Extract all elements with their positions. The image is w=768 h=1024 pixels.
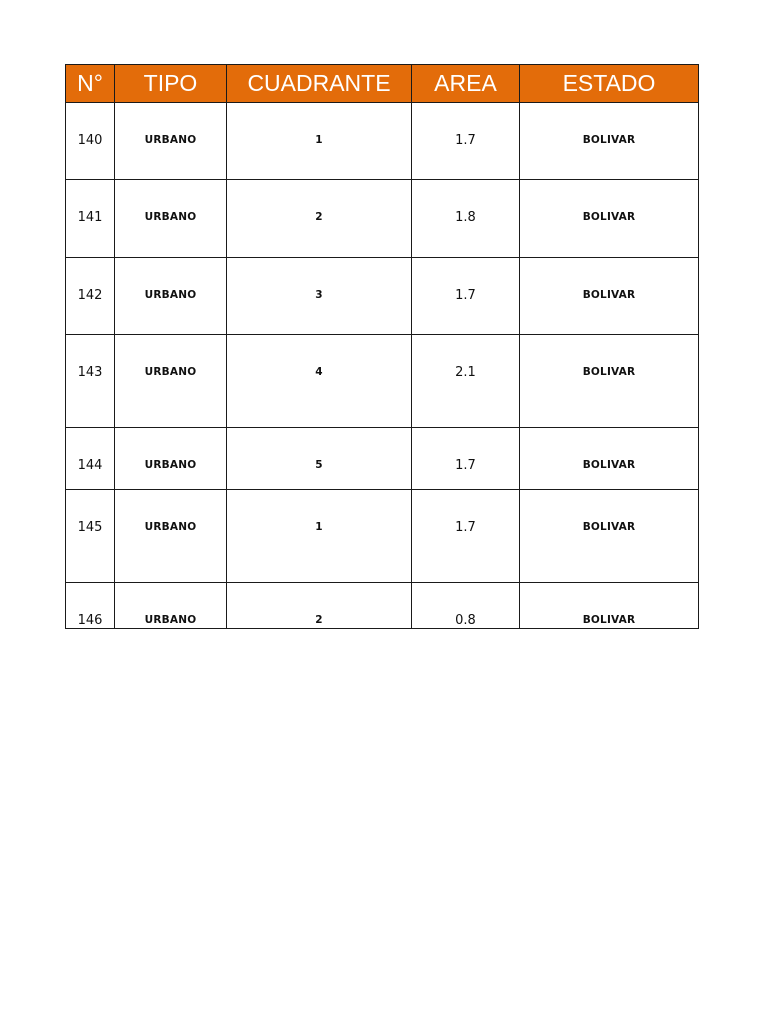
cell-numero — [66, 490, 115, 583]
table-row — [66, 258, 699, 335]
cell-numero — [66, 335, 115, 428]
cell-area-text: 1.7 — [455, 133, 476, 148]
cell-cuadrante — [227, 428, 412, 490]
table-row — [66, 180, 699, 258]
cell-tipo — [115, 180, 227, 258]
cell-area — [412, 490, 520, 583]
cell-area-text: 2.1 — [455, 365, 476, 380]
column-header-area: AREA — [412, 65, 520, 103]
cell-estado-text: BOLIVAR — [582, 614, 636, 626]
cell-cuadrante — [227, 583, 412, 629]
cell-numero — [66, 103, 115, 180]
cell-cuadrante-text: 1 — [315, 521, 323, 533]
cell-tipo — [115, 583, 227, 629]
cell-area — [412, 583, 520, 629]
cell-cuadrante-text: 2 — [315, 211, 323, 223]
cell-area-text: 1.7 — [455, 520, 476, 535]
header-row — [66, 65, 699, 103]
cell-tipo-text: URBANO — [144, 521, 197, 533]
table-row — [66, 335, 699, 428]
cell-numero — [66, 428, 115, 490]
cell-area-text: 1.7 — [455, 458, 476, 473]
cell-estado — [520, 428, 699, 490]
cell-area — [412, 428, 520, 490]
table-row — [66, 490, 699, 583]
cell-area — [412, 258, 520, 335]
cell-numero-text: 145 — [77, 520, 103, 535]
cell-numero — [66, 258, 115, 335]
cell-numero-text: 143 — [77, 365, 103, 380]
cell-estado — [520, 583, 699, 629]
cell-tipo — [115, 103, 227, 180]
cell-tipo-text: URBANO — [144, 289, 197, 301]
cell-estado — [520, 335, 699, 428]
cell-cuadrante — [227, 335, 412, 428]
cell-tipo-text: URBANO — [144, 459, 197, 471]
cell-estado-text: BOLIVAR — [582, 459, 636, 471]
column-header-numero: N° — [66, 65, 115, 103]
cell-estado-text: BOLIVAR — [582, 366, 636, 378]
data-table — [65, 64, 699, 629]
cell-tipo — [115, 428, 227, 490]
table-row — [66, 583, 699, 629]
column-header-tipo: TIPO — [115, 65, 227, 103]
cell-cuadrante — [227, 490, 412, 583]
cell-area — [412, 335, 520, 428]
cell-estado-text: BOLIVAR — [582, 521, 636, 533]
cell-estado-text: BOLIVAR — [582, 211, 636, 223]
cell-estado — [520, 103, 699, 180]
cell-estado — [520, 258, 699, 335]
cell-cuadrante-text: 5 — [315, 459, 323, 471]
cell-tipo — [115, 335, 227, 428]
cell-area-text: 1.7 — [455, 288, 476, 303]
cell-numero-text: 142 — [77, 288, 103, 303]
table-row — [66, 103, 699, 180]
cell-cuadrante — [227, 103, 412, 180]
cell-cuadrante — [227, 180, 412, 258]
cell-numero-text: 144 — [77, 458, 103, 473]
cell-cuadrante-text: 1 — [315, 134, 323, 146]
cell-numero-text: 140 — [77, 133, 103, 148]
cell-area-text: 0.8 — [455, 613, 476, 628]
cell-tipo-text: URBANO — [144, 366, 197, 378]
cell-estado-text: BOLIVAR — [582, 134, 636, 146]
table-row — [66, 428, 699, 490]
cell-cuadrante — [227, 258, 412, 335]
cell-estado-text: BOLIVAR — [582, 289, 636, 301]
column-header-cuadrante: CUADRANTE — [227, 65, 412, 103]
cell-estado — [520, 180, 699, 258]
cell-area — [412, 103, 520, 180]
cell-estado — [520, 490, 699, 583]
column-header-estado: ESTADO — [520, 65, 699, 103]
cell-numero-text: 141 — [77, 210, 103, 225]
cell-numero-text: 146 — [77, 613, 103, 628]
cell-tipo — [115, 490, 227, 583]
cell-cuadrante-text: 4 — [315, 366, 323, 378]
cell-tipo-text: URBANO — [144, 211, 197, 223]
cell-area — [412, 180, 520, 258]
cell-area-text: 1.8 — [455, 210, 476, 225]
cell-numero — [66, 583, 115, 629]
cell-cuadrante-text: 2 — [315, 614, 323, 626]
cell-tipo-text: URBANO — [144, 134, 197, 146]
cell-tipo — [115, 258, 227, 335]
cell-cuadrante-text: 3 — [315, 289, 323, 301]
cell-tipo-text: URBANO — [144, 614, 197, 626]
cell-numero — [66, 180, 115, 258]
